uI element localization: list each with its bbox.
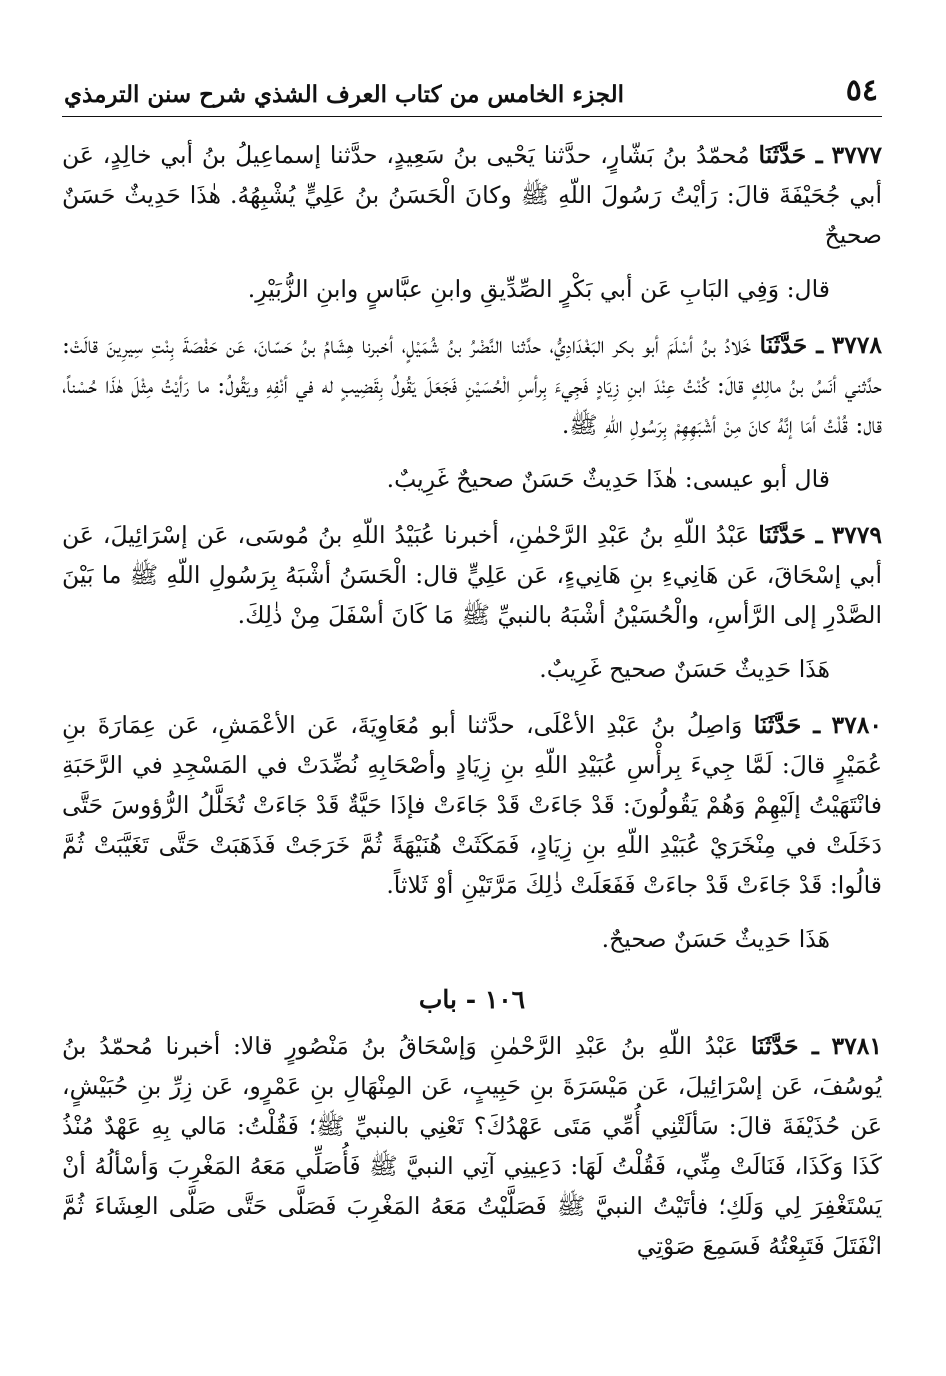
- hadith-number: ٣٧٧٩: [831, 521, 882, 549]
- hadith-3780: ٣٧٨٠ ـ حَدَّثَنَا وَاصِلُ بنُ عَبْدِ الأعْلَى، حدَّثنا أبو مُعَاوِيَةَ، عَن الأعْمَشِ، عَن عِمَارَةَ بنِ عُمَيْرٍ قالَ: لَمَّا جِيءَ بِرأْسِ عُبَيْدِ اللّهِ بنِ زِيَادٍ وأصْحَابِهِ نُضِّدَتْ في المَسْجِدِ في الرَّحَبَةِ فانْتَهَيْتُ إلَيْهِمْ وَهُمْ يَقُولُونَ: قَدْ جَاءَتْ قَدْ جَاءَتْ فإذَا حَيَّةٌ قَدْ جَاءَتْ تُخَلَّلُ الرُّؤوسَ حَتَّى دَخَلَتْ في مِنْخَرَيْ عُبَيْدِ اللّهِ بنِ زِيَادٍ، فَمَكَثَتْ هُنَيْهَةً ثُمَّ خَرَجَتْ فَذَهَبَتْ حَتَّى تَغَيَّبَتْ ثُمَّ قالُوا: قَدْ جَاءَتْ قَدْ جاءَتْ فَفَعَلَتْ ذٰلِكَ مَرَّتَيْنِ أوْ ثَلاثاً.: [62, 711, 882, 899]
- page-header: [62, 60, 882, 117]
- hadith-text: عَبْدُ اللّهِ بنُ عَبْدِ الرَّحْمٰنِ، أخبرنا عُبَيْدُ اللّهِ بنُ مُوسَى، عَن إسْرَائِيلَ، عَن أبي إسْحَاقَ، عَن هَانِيءِ بنِ هَانِيءٍ، عَن عَلِيٍّ قال: الْحَسَنُ أشْبَهُ بِرَسُولِ اللّهِ ﷺ ما بَيْنَ الصَّدْرِ إلى الرَّأسِ، والْحُسَيْنُ أشْبَهُ بالنبيِّ ﷺ مَا كَانَ أسْفَلَ مِنْ ذٰلِكَ.: [62, 521, 882, 629]
- hadith-number: ٣٧٨٠: [831, 711, 882, 739]
- book-page: [62, 60, 882, 1280]
- hadith-3779: ٣٧٧٩ ـ حَدَّثَنَا عَبْدُ اللّهِ بنُ عَبْدِ الرَّحْمٰنِ، أخبرنا عُبَيْدُ اللّهِ بنُ مُوسَى، عَن إسْرَائِيلَ، عَن أبي إسْحَاقَ، عَن هَانِيءِ بنِ هَانِيءٍ، عَن عَلِيٍّ قال: الْحَسَنُ أشْبَهُ بِرَسُولِ اللّهِ ﷺ ما بَيْنَ الصَّدْرِ إلى الرَّأسِ، والْحُسَيْنُ أشْبَهُ بالنبيِّ ﷺ مَا كَانَ أسْفَلَ مِنْ ذٰلِكَ.: [62, 521, 882, 629]
- chapter-number: ١٠٦: [484, 985, 526, 1014]
- hadith-text: وَاصِلُ بنُ عَبْدِ الأعْلَى، حدَّثنا أبو مُعَاوِيَةَ، عَن الأعْمَشِ، عَن عِمَارَةَ بنِ عُمَيْرٍ قالَ: لَمَّا جِيءَ بِرأْسِ عُبَيْدِ اللّهِ بنِ زِيَادٍ وأصْحَابِهِ نُضِّدَتْ في المَسْجِدِ في الرَّحَبَةِ فانْتَهَيْتُ إلَيْهِمْ وَهُمْ يَقُولُونَ: قَدْ جَاءَتْ قَدْ جَاءَتْ فإذَا حَيَّةٌ قَدْ جَاءَتْ تُخَلَّلُ الرُّؤوسَ حَتَّى دَخَلَتْ في مِنْخَرَيْ عُبَيْدِ اللّهِ بنِ زِيَادٍ، فَمَكَثَتْ هُنَيْهَةً ثُمَّ خَرَجَتْ فَذَهَبَتْ حَتَّى تَغَيَّبَتْ ثُمَّ قالُوا: قَدْ جَاءَتْ قَدْ جاءَتْ فَفَعَلَتْ ذٰلِكَ مَرَّتَيْنِ أوْ ثَلاثاً.: [62, 711, 882, 899]
- hadith-text: خَلادُ بنُ أسْلَمَ أبو بكر البَغْدَادِيُّ، حدَّثنا النَّضْرُ بنُ شُمَيْلٍ، أخبرنا هِشَامُ بنُ حَسّانَ، عَن حَفْصَةَ بِنْتِ سِيرِينَ قالَتْ: حدَّثني أنَسُ بنُ مالِكٍ قالَ: كُنْتُ عِنْدَ ابنِ زِيَادٍ فَجِيءَ بِرأسِ الْحُسَيْنِ فَجَعَلَ يَقُولُ بِقَضِيبٍ له في أنْفِهِ ويَقُولُ: ما رَأيْتُ مِثْلَ هٰذَا حُسْناً، قال: قُلْتُ أمَا إنَّهُ كانَ مِنْ أشْبَهِهِمْ بِرَسُولِ اللّهِ ﷺ.: [62, 331, 882, 439]
- hadith-comment: هَذَا حَدِيثٌ حَسَنٌ صحيح غَرِيبٌ.: [539, 655, 830, 683]
- page-number: ٥٤: [845, 73, 878, 108]
- running-title: الجزء الخامس من كتاب العرف الشذي شرح سنن الترمذي: [64, 81, 625, 108]
- hadith-comment: قال: وَفِي البَابِ عَن أبي بَكْرٍ الصِّدِّيقِ وابنِ عبَّاسٍ وابنِ الزُّبَيْرِ.: [247, 275, 830, 303]
- hadith-text: مُحمّدُ بنُ بَشّارٍ، حدَّثنا يَحْيى بنُ سَعِيدٍ، حدَّثنا إسماعِيلُ بنُ أبي خالِدٍ، عَن أبي جُحَيْفَةَ قالَ: رَأيْتُ رَسُولَ اللّهِ ﷺ وكانَ الْحَسَنُ بنُ عَلِيٍّ يُشْبِهُهُ. هٰذَا حَدِيثٌ حَسَنٌ صحيحٌ: [62, 141, 882, 249]
- hadith-number: ٣٧٨١: [831, 1032, 882, 1060]
- chapter-title: باب: [418, 985, 457, 1014]
- hadith-comment: قال أبو عيسى: هٰذَا حَدِيثٌ حَسَنٌ صحيحٌ غَرِيبٌ.: [386, 465, 830, 493]
- hadith-text: عَبْدُ اللّهِ بنُ عَبْدِ الرَّحْمٰنِ وَإسْحَاقُ بنُ مَنْصُورٍ قالا: أخبرنا مُحمّدُ بنُ يُوسُفَ، عَن إسْرَائِيلَ، عَن مَيْسَرَةَ بنِ حَبِيبٍ، عَن المِنْهَالِ بنِ عَمْرٍو، عَن زِرِّ بنِ حُبَيْشٍ، عَن حُذَيْفَةَ قالَ: سَألَتْنِي أُمِّي مَتَى عَهْدُكَ؟ تَعْنِي بالنبيِّ ﷺ؛ فَقُلْتُ: مَالي بِهِ عَهْدٌ مُنْذُ كَذَا وَكَذَا، فَنَالَتْ مِنِّي، فَقُلْتُ لَهَا: دَعِينِي آتِي النبيَّ ﷺ فَأُصَلِّي مَعَهُ المَغْرِبَ وَأسْألُهُ أنْ يَسْتَغْفِرَ لِي وَلَكِ؛ فأتَيْتُ النبيَّ ﷺ فَصَلَّيْتُ مَعَهُ المَغْرِبَ فَصَلَّى حَتَّى صَلَّى العِشَاءَ ثُمَّ انْفَتَلَ فَتَبِعْتُهُ فَسَمِعَ صَوْتِي: [62, 1032, 883, 1260]
- hadith-number: ٣٧٧٨: [831, 331, 882, 359]
- hadith-keyword: حَدَّثَنَا: [758, 521, 806, 549]
- hadith-keyword: حَدَّثَنَا: [758, 141, 807, 169]
- hadith-3778: ٣٧٧٨ ـ حَدَّثَنَا خَلادُ بنُ أسْلَمَ أبو بكر البَغْدَادِيُّ، حدَّثنا النَّضْرُ بنُ شُمَيْلٍ، أخبرنا هِشَامُ بنُ حَسّانَ، عَن حَفْصَةَ بِنْتِ سِيرِينَ قالَتْ: حدَّثني أنَسُ بنُ مالِكٍ قالَ: كُنْتُ عِنْدَ ابنِ زِيَادٍ فَجِيءَ بِرأسِ الْحُسَيْنِ فَجَعَلَ يَقُولُ بِقَضِيبٍ له في أنْفِهِ ويَقُولُ: ما رَأيْتُ مِثْلَ هٰذَا حُسْناً، قال: قُلْتُ أمَا إنَّهُ كانَ مِنْ أشْبَهِهِمْ بِرَسُولِ اللّهِ ﷺ.: [62, 331, 882, 439]
- hadith-keyword: حَدَّثَنَا: [759, 331, 808, 359]
- hadith-keyword: حَدَّثَنَا: [753, 711, 802, 739]
- chapter-separator: -: [465, 985, 477, 1014]
- hadith-comment: هَذَا حَدِيثٌ حَسَنٌ صحيحٌ.: [601, 925, 830, 953]
- hadith-3781: ٣٧٨١ ـ حَدَّثَنَا عَبْدُ اللّهِ بنُ عَبْدِ الرَّحْمٰنِ وَإسْحَاقُ بنُ مَنْصُورٍ قالا: أخبرنا مُحمّدُ بنُ يُوسُفَ، عَن إسْرَائِيلَ، عَن مَيْسَرَةَ بنِ حَبِيبٍ، عَن المِنْهَالِ بنِ عَمْرٍو، عَن زِرِّ بنِ حُبَيْشٍ، عَن حُذَيْفَةَ قالَ: سَألَتْنِي أُمِّي مَتَى عَهْدُكَ؟ تَعْنِي بالنبيِّ ﷺ؛ فَقُلْتُ: مَالي بِهِ عَهْدٌ مُنْذُ كَذَا وَكَذَا، فَنَالَتْ مِنِّي، فَقُلْتُ لَهَا: دَعِينِي آتِي النبيَّ ﷺ فَأُصَلِّي مَعَهُ المَغْرِبَ وَأسْألُهُ أنْ يَسْتَغْفِرَ لِي وَلَكِ؛ فأتَيْتُ النبيَّ ﷺ فَصَلَّيْتُ مَعَهُ المَغْرِبَ فَصَلَّى حَتَّى صَلَّى العِشَاءَ ثُمَّ انْفَتَلَ فَتَبِعْتُهُ فَسَمِعَ صَوْتِي: [62, 1032, 883, 1260]
- hadith-3777: ٣٧٧٧ ـ حَدَّثَنَا مُحمّدُ بنُ بَشّارٍ، حدَّثنا يَحْيى بنُ سَعِيدٍ، حدَّثنا إسماعِيلُ بنُ أبي خالِدٍ، عَن أبي جُحَيْفَةَ قالَ: رَأيْتُ رَسُولَ اللّهِ ﷺ وكانَ الْحَسَنُ بنُ عَلِيٍّ يُشْبِهُهُ. هٰذَا حَدِيثٌ حَسَنٌ صحيحٌ: [62, 141, 882, 249]
- hadith-keyword: حَدَّثَنَا: [750, 1032, 799, 1060]
- chapter-heading: [62, 985, 882, 1014]
- hadith-number: ٣٧٧٧: [831, 141, 882, 169]
